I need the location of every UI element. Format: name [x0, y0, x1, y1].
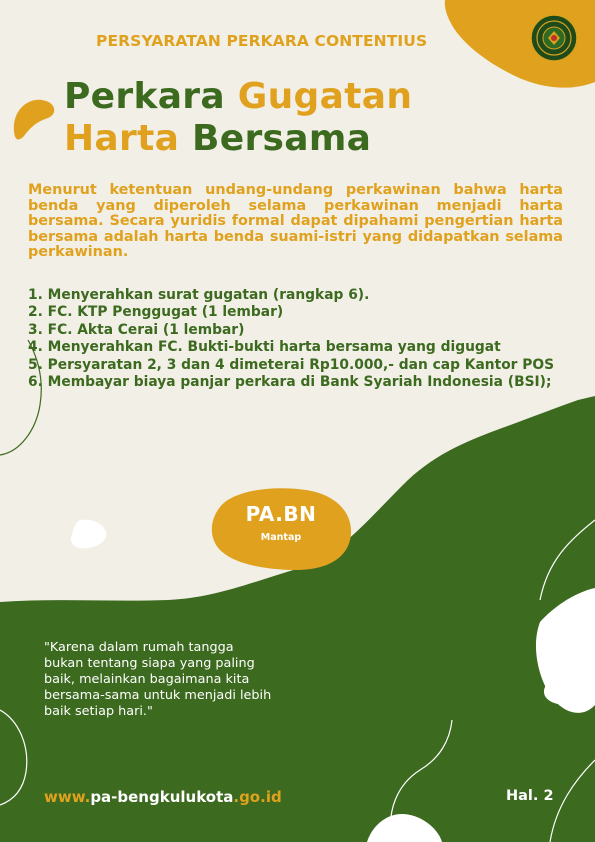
- quote: [44, 640, 344, 720]
- requirement-item: 5. Persyaratan 2, 3 dan 4 dimeterai Rp10.000,- dan cap Kantor POS: [28, 356, 555, 373]
- headline-word-perkara: Perkara: [64, 76, 225, 117]
- page-number: Hal. 2: [506, 788, 554, 804]
- badge-blob: [210, 487, 352, 571]
- header-title: PERSYARATAN PERKARA CONTENTIUS: [96, 32, 428, 50]
- intro-paragraph: Menurut ketentuan undang-undang perkawinan bahwa harta benda yang diperoleh selama perkawinan menjadi harta bersama. Secara yuridis formal dapat dipahami pengertian harta bersama adalah harta benda suami-istri yang didapatkan selama perkawinan.: [28, 182, 563, 261]
- headline-word-harta: Harta: [64, 118, 180, 159]
- court-emblem-icon: [530, 14, 578, 62]
- requirement-item: 1. Menyerahkan surat gugatan (rangkap 6).: [28, 287, 370, 303]
- website-domain: pa-bengkulukota: [90, 788, 234, 806]
- requirement-item: 3. FC. Akta Cerai (1 lembar): [28, 321, 245, 338]
- website-suffix: .go.id: [233, 788, 282, 806]
- headline-word-bersama: Bersama: [192, 118, 372, 159]
- quote-line: bukan tentang siapa yang paling: [44, 656, 255, 671]
- headline-word-gugatan: Gugatan: [237, 76, 413, 117]
- requirement-item: 2. FC. KTP Penggugat (1 lembar): [28, 304, 284, 321]
- headline-line-1: [64, 76, 412, 118]
- quote-line: bersama-sama untuk menjadi lebih: [44, 688, 272, 703]
- quote-line: baik setiap hari.": [44, 704, 153, 719]
- badge-title: PA.BN: [245, 502, 317, 526]
- website-link[interactable]: [44, 788, 282, 806]
- website-prefix: www.: [44, 788, 91, 806]
- quote-line: baik, melainkan bagaimana kita: [44, 672, 250, 687]
- headline: [64, 76, 412, 160]
- badge-subtitle: Mantap: [260, 532, 302, 543]
- quote-line: "Karena dalam rumah tangga: [44, 640, 234, 655]
- requirement-item: 6. Membayar biaya panjar perkara di Bank Syariah Indonesia (BSI);: [28, 374, 552, 391]
- requirements-list: [28, 287, 554, 391]
- requirement-item: 4. Menyerahkan FC. Bukti-bukti harta bersama yang digugat: [28, 339, 501, 356]
- headline-line-2: [64, 118, 412, 160]
